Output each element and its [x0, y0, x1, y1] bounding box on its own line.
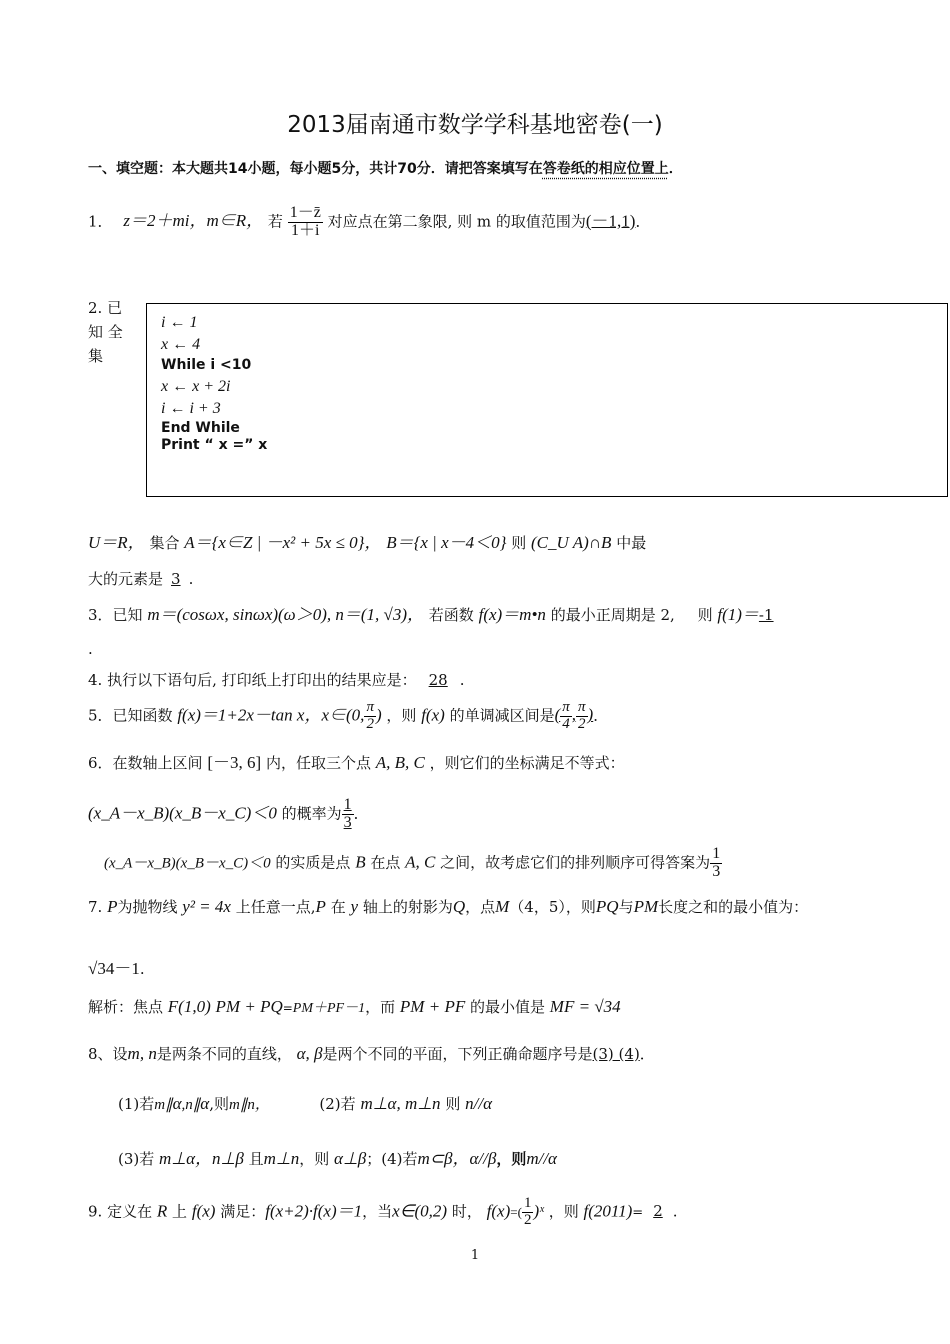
q7-text2: 上任意一点,	[235, 898, 316, 916]
q6-interval: [－3, 6]	[207, 753, 262, 772]
q7-tail: .	[139, 960, 145, 978]
q6-text2: ，则它们的坐标满足不等式：	[429, 754, 625, 772]
q9-fx2: f(x)	[486, 1201, 511, 1221]
q5-ans-n2: π	[578, 699, 586, 715]
q1-num: 1．	[88, 212, 113, 231]
q1-fraction	[288, 205, 323, 240]
q4-text: 4. 执行以下语句后, 打印纸上打印出的结果应是：	[88, 671, 417, 689]
q5-mid: ，则	[386, 706, 417, 725]
q1-pre: 若	[267, 212, 283, 231]
q8-c2-pre: (2)若	[319, 1095, 356, 1113]
question-7	[88, 896, 808, 917]
q6-answer	[342, 797, 354, 832]
question-1	[88, 205, 650, 240]
code-line-5: i ← i + 3	[161, 400, 221, 417]
q6-note-text1: 的实质是点	[275, 853, 351, 872]
q8-c1-b: α	[200, 1094, 210, 1113]
q8-c3-b: ，n⊥β	[195, 1149, 244, 1168]
q7-sol-rhs: PM＋PF－1	[292, 1001, 366, 1016]
q9-eq3: =	[632, 1205, 644, 1221]
q6-note-num: 1	[712, 845, 721, 862]
q6-note-b: B	[355, 852, 366, 872]
q5-ans-end: )	[587, 705, 594, 725]
section-n3: 70	[397, 161, 417, 177]
q8-c2-then: 则	[445, 1095, 461, 1113]
q4-tail: .	[459, 671, 465, 689]
q3-num: 3．已知	[88, 606, 143, 624]
q5-answer	[554, 699, 594, 732]
q8-c1-m: m∥	[154, 1097, 173, 1113]
q6-note	[104, 846, 722, 881]
q8-c4-then: ，则	[496, 1150, 527, 1168]
q2-label-line3: 集	[88, 347, 104, 365]
question-5	[88, 700, 608, 733]
q2-set-a: A＝{x∈Z | －x² + 5x ≤ 0}，	[184, 533, 382, 552]
q9-text4: 时，	[451, 1202, 482, 1221]
q6-note-text3: 之间，故考虑它们的排列顺序可得答案为	[440, 853, 711, 872]
q7-text3: 在	[330, 898, 346, 916]
q7-sol-pre: 解析：焦点	[88, 998, 164, 1016]
q5-dom-pre: ，x∈(0,	[304, 705, 365, 725]
question-9	[88, 1196, 678, 1229]
q7-solution	[88, 996, 621, 1017]
code-line-3: While i <10	[161, 357, 252, 373]
section-head: 一、填空题：本大题共	[88, 161, 228, 177]
q7-p: P	[107, 897, 118, 916]
section-dotted: 答卷纸的相应位置上	[542, 161, 669, 177]
q7-sol-focus: F(1,0)	[167, 997, 211, 1016]
q2-text-set: 集合	[149, 534, 180, 552]
code-line-4: x ← x + 2i	[161, 378, 231, 395]
q2-answer: 3	[171, 570, 181, 588]
q2-tail: 中最	[616, 534, 647, 552]
q5-dom-frac	[364, 700, 376, 733]
q6-prob-text: 的概率为	[281, 804, 342, 823]
q7-m: M	[495, 897, 510, 916]
section-n2: 5	[331, 161, 342, 177]
q9-answer: 2	[653, 1202, 663, 1221]
q5-ans-frac1	[560, 700, 572, 733]
q6-note-ineq: (x_A－x_B)(x_B－x_C)＜0	[104, 855, 271, 872]
question-3	[88, 600, 774, 625]
q8-c4-b: ，α//β	[452, 1149, 497, 1168]
q8-answer: (3) (4)	[592, 1045, 640, 1063]
section-mid2: 分，共计	[341, 161, 398, 177]
q6-ineq: (x_A－x_B)(x_B－x_C)＜0	[88, 803, 277, 823]
q9-text2: 满足：	[220, 1202, 266, 1221]
q7-text4: 轴上的射影为	[362, 898, 453, 916]
q7-text6: （4，5），则	[509, 898, 596, 916]
q6-tail: ．	[353, 804, 369, 823]
q2-expr: (C_U A)∩B	[531, 533, 612, 552]
q5-dom-num: π	[366, 699, 374, 715]
q1-answer: (－1,1)	[585, 211, 636, 231]
q8-choices-row1	[118, 1093, 492, 1114]
q7-y: y	[350, 897, 359, 916]
q3-answer: -1	[758, 606, 774, 624]
q8-c3-then: ，则	[299, 1150, 330, 1168]
code-box	[146, 303, 948, 497]
q5-fx: f(x)	[421, 705, 445, 725]
section-n1: 14	[228, 161, 248, 177]
q7-q: Q	[452, 897, 466, 916]
q2-then: 则	[511, 534, 527, 552]
q7-answer-line	[88, 954, 145, 979]
q1-frac-den: 1＋i	[291, 221, 320, 239]
q5-dom-den: 2	[366, 715, 374, 732]
q7-sol-sum: PM + PQ	[215, 997, 283, 1016]
q6-pts: A, B, C	[375, 753, 425, 772]
q8-c4-res: m//α	[526, 1149, 557, 1168]
section-end: ．	[668, 161, 683, 177]
q7-sol-text: 的最小值是	[470, 998, 546, 1016]
q5-num: 5．已知函数	[88, 706, 173, 725]
q4-answer: 28	[428, 671, 448, 689]
q3-then: 则	[697, 606, 713, 624]
q9-tail: .	[672, 1202, 678, 1221]
q8-c4-pre: ；(4)若	[366, 1150, 418, 1168]
q3-text: 的最小正周期是 2,	[550, 606, 675, 624]
q8-tail: ．	[639, 1045, 655, 1063]
section-mid1: 小题，每小题	[247, 161, 332, 177]
q6-prob-line	[88, 797, 369, 832]
q8-c1-n: ,n∥	[181, 1097, 201, 1113]
q8-c3-res: α⊥β	[334, 1149, 367, 1168]
q1-frac-num: 1－z̄	[289, 204, 321, 221]
q8-c4-a: m⊂β	[417, 1149, 453, 1168]
q8-c3-pre: (3)若	[118, 1150, 155, 1168]
code-line-7: Print “ x =” x	[161, 437, 268, 453]
q5-ans-pre: (	[554, 705, 561, 725]
q2-text-u: U＝R，	[88, 533, 145, 552]
q7-text8: 长度之和的最小值为：	[658, 898, 809, 916]
q8-mn: m, n	[127, 1044, 157, 1063]
q5-ans-frac2	[576, 700, 588, 733]
q2-label	[88, 296, 123, 368]
q8-c1-then: ,则	[209, 1095, 229, 1113]
question-6	[88, 748, 625, 773]
q5-tail: ．	[593, 706, 609, 725]
q8-text1: 是两条不同的直线，	[156, 1045, 292, 1063]
question-4	[88, 669, 465, 690]
q8-ab: α, β	[296, 1044, 323, 1063]
q7-text7: 与	[618, 898, 634, 916]
q8-text2: 是两个不同的平面，下列正确命题序号是	[322, 1045, 593, 1063]
q6-num: 6．在数轴上区间	[88, 754, 203, 772]
q2-label-line1: 2. 已	[88, 299, 123, 317]
q7-pq: PQ	[595, 897, 619, 916]
q6-note-ac: A, C	[405, 852, 436, 872]
section-header	[88, 158, 683, 178]
page-title: 2013届南通市数学学科基地密卷(一)	[287, 112, 663, 138]
q9-dom: x∈(0,2)	[392, 1201, 448, 1221]
q7-sol-sum2: PM + PF	[399, 997, 466, 1016]
q5-ans-n1: π	[562, 699, 570, 715]
q9-num: 9. 定义在	[88, 1202, 153, 1221]
q2-line2-end: .	[188, 570, 194, 588]
q7-answer: √34－1	[88, 959, 140, 978]
q8-c1-res: m∥n，	[229, 1097, 270, 1113]
q7-sol-mf: MF = √34	[549, 997, 621, 1016]
q7-curve: y² = 4x	[182, 897, 231, 916]
q9-text3: ，当	[362, 1202, 393, 1221]
code-line-2: x ← 4	[161, 336, 201, 353]
q1-expr: z＝2＋mi，m∈R，	[123, 211, 264, 231]
q6-ans-num: 1	[343, 796, 352, 813]
code-line-6: End While	[161, 420, 240, 436]
q5-ans-d2: 2	[578, 715, 586, 732]
section-mid3: 分．请把答案填写在	[416, 161, 543, 177]
q7-num: 7.	[88, 898, 103, 916]
q8-c2-res: n//α	[465, 1094, 492, 1113]
q8-c3-and: 且	[248, 1150, 264, 1168]
q2-answer-line	[88, 568, 193, 589]
q9-fx: f(x)	[191, 1201, 216, 1221]
q8-c1-pre: (1)若	[118, 1095, 155, 1113]
q1-text: 对应点在第二象限, 则 m 的取值范围为	[327, 212, 586, 231]
q7-sol-eq: =	[282, 1001, 293, 1015]
q8-c2-cond: m⊥α, m⊥n	[360, 1094, 441, 1113]
q3-func: f(x)＝m•n	[478, 605, 546, 624]
q8-num: 8、设	[88, 1045, 128, 1063]
q8-c3-a: m⊥α	[159, 1149, 196, 1168]
q3-mid: 若函数	[428, 606, 474, 624]
q9-fval: f(2011)	[583, 1201, 633, 1221]
q2-sets	[88, 528, 646, 553]
q6-ans-den: 3	[343, 813, 352, 831]
q3-tail: .	[88, 640, 93, 658]
q9-text1: 上	[172, 1202, 188, 1221]
q1-tail: ．	[635, 212, 651, 231]
page-number: 1	[470, 1248, 480, 1263]
q7-pm: PM	[633, 897, 659, 916]
q2-label-line2: 知 全	[88, 323, 123, 341]
q5-ans-mid: ,	[571, 705, 577, 725]
code-line-1: i ← 1	[161, 314, 198, 331]
q7-text5: ，点	[465, 898, 496, 916]
q9-frac-den: 2	[523, 1211, 532, 1228]
q2-line2-pre: 大的元素是	[88, 570, 164, 588]
q9-frac-num: 1	[523, 1195, 532, 1211]
q9-eq: f(x+2)·f(x)＝1	[265, 1201, 363, 1221]
q3-vec: m＝(cosωx, sinωx)(ω＞0), n＝(1, √3)，	[147, 605, 425, 624]
q6-note-frac	[710, 846, 722, 881]
q5-func: f(x)＝1+2x－tan x	[177, 705, 305, 725]
q5-ans-d1: 4	[562, 715, 570, 732]
q9-frac	[522, 1196, 534, 1229]
q6-note-den: 3	[712, 862, 721, 880]
q7-sol-comma: ，而	[365, 998, 396, 1016]
q8-c3-c: m⊥n	[263, 1149, 300, 1168]
q6-note-text2: 在点	[370, 853, 401, 872]
q7-p2: P	[315, 897, 326, 916]
q7-text1: 为抛物线	[117, 898, 178, 916]
q9-text5: ，则	[548, 1202, 579, 1221]
q9-pow: )ˣ	[533, 1201, 544, 1221]
q8-c1-a: α	[172, 1094, 182, 1113]
q5-text: 的单调减区间是	[449, 706, 555, 725]
question-8	[88, 1043, 655, 1064]
q5-dom-end: )	[375, 705, 382, 725]
q9-eq2: =(	[510, 1204, 522, 1220]
q3-fval: f(1)＝	[717, 605, 759, 624]
q9-r: R	[156, 1201, 168, 1221]
q6-text1: 内，任取三个点	[265, 754, 371, 772]
q8-choices-row2	[118, 1144, 557, 1169]
q2-set-b: B＝{x | x－4＜0}	[386, 533, 507, 552]
